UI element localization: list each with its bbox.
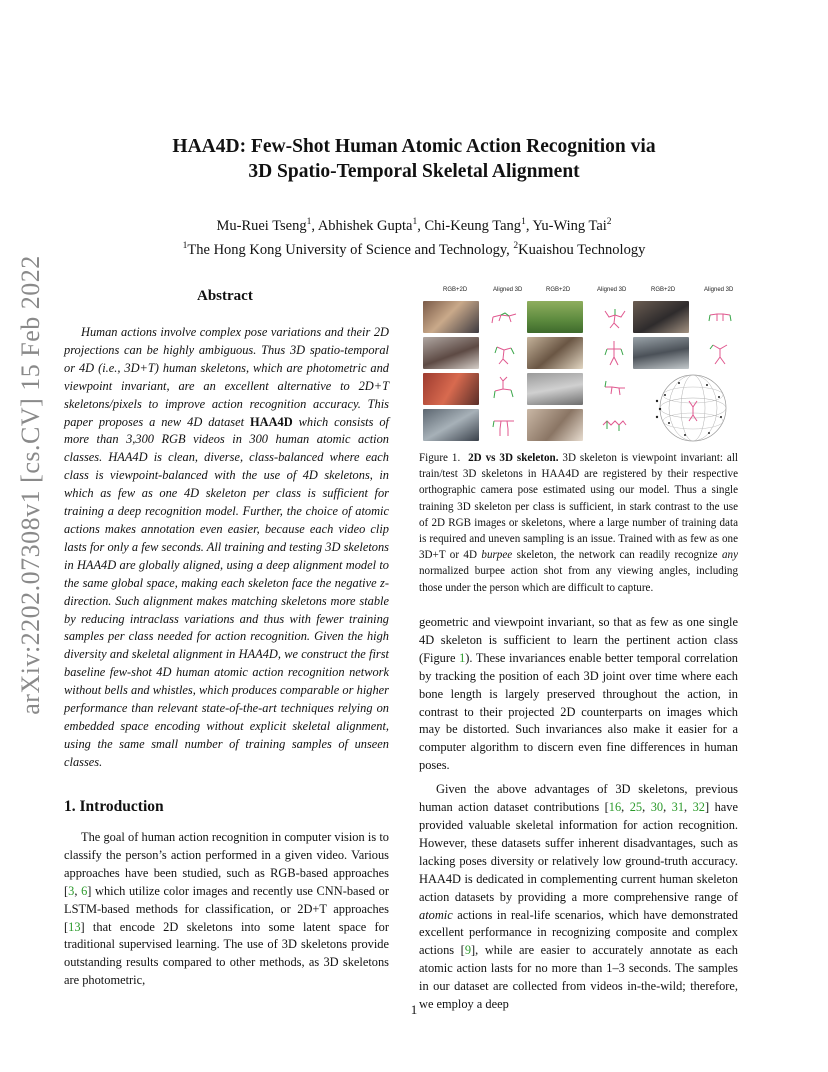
intro-text: The goal of human action recognition in computer vision is to classify the person’s action performed in a given video. Various approaches have been studied, such as RGB-based approaches [ [64, 830, 389, 898]
citation-link[interactable]: 25 [629, 800, 643, 815]
body-emph: atomic [419, 907, 453, 922]
author: Chi-Keung Tang [424, 217, 522, 234]
author-block [0, 212, 828, 260]
action-photo [527, 373, 583, 405]
paper-title [0, 134, 828, 184]
viewpoint-sphere-icon [649, 371, 731, 445]
citation-link[interactable]: 13 [68, 919, 81, 934]
author: Yu-Wing Tai [532, 217, 607, 234]
action-photo [633, 337, 689, 369]
author: Mu-Ruei Tseng [216, 217, 307, 234]
aff-marker: 1 [182, 240, 188, 251]
skeleton-icon [489, 409, 519, 441]
sep: , [642, 800, 651, 815]
abstract-text: which consists of more than 3,300 RGB videos in 300 human atomic action classes. HAA4D is clean, diverse, class-balanced where each class is viewpoint-balanced with the use of 4D skeletons, in which as few as one 4D skeleton per class is sufficient for training a deep recognition model. Further, the choice of atomic actions makes annotation even easier, because each video clip lasts for only a few seconds. All training and testing 3D skeletons in HAA4D are globally aligned, using a deep alignment model to the same global space, making each skeleton face the negative z-direction. Such alignment makes matching skeletons more stable by reducing intraclass variations and thus with fewer training samples per class needed for action recognition. Given the high diversity and skeletal alignment in HAA4D, we construct the first baseline few-shot 4D human atomic action recognition network without bells and whistles, which produces comparable or higher performance than relevant state-of-the-art techniques relying on embedded space encoding without explicit skeletal alignment, using the same small number of training samples of unseen classes. [64, 414, 389, 769]
caption-text: skeleton, the network can readily recognize [512, 549, 722, 562]
dataset-name: HAA4D [249, 414, 293, 429]
fig-col-header: Aligned 3D [704, 287, 734, 293]
skeleton-icon [705, 301, 735, 333]
citation-link[interactable]: 30 [650, 800, 664, 815]
sep: , [663, 800, 672, 815]
arxiv-stamp-text: arXiv:2202.07308v1 [cs.CV] 15 Feb 2022 [16, 255, 45, 715]
fig-col-header: Aligned 3D [493, 287, 523, 293]
abstract-heading: Abstract [197, 288, 253, 304]
body-text: ], while are easier to accurately annotate as each atomic action lasts for no more than 1–3 seconds. The samples in our dataset are collected from videos in-the-wild; therefore, we employ a deep [419, 943, 738, 1012]
author-sep: , [525, 217, 533, 234]
author: Abhishek Gupta [317, 217, 413, 234]
caption-emph: any [721, 549, 738, 562]
caption-text: normalized burpee action shot from any viewing angles, including those under the person which are difficult to capture. [419, 565, 738, 594]
action-photo [423, 373, 479, 405]
action-photo [633, 301, 689, 333]
aff-marker: 1 [412, 217, 418, 227]
fig-col-header: RGB+2D [651, 287, 676, 293]
affiliations [0, 236, 828, 260]
intro-text: , [74, 883, 82, 898]
author-sep: , [311, 217, 318, 234]
aff-marker: 1 [306, 217, 312, 227]
body-text: ). These invariances enable better temporal correlation by tracking the position of each 3D joint over time where each bone length is largely preserved throughout the action, in contrast to their projected 2D counterparts on images which may be distorted. Such invariances also make it easier for a computer algorithm to discern even fine differences in human poses. [419, 650, 738, 773]
aff-marker: 2 [513, 240, 519, 251]
citation-link[interactable]: 3 [68, 883, 75, 898]
action-photo [423, 301, 479, 333]
action-photo [527, 301, 583, 333]
skeleton-icon [599, 337, 629, 369]
author-list [0, 212, 828, 236]
body-text: Given the above advantages of 3D skeletons, previous human action dataset contributions [ [419, 782, 738, 815]
fig-col-header: RGB+2D [443, 287, 468, 293]
action-photo [423, 409, 479, 441]
abstract-body [64, 324, 389, 772]
sep: , [684, 800, 693, 815]
citation-link[interactable]: 32 [692, 800, 705, 815]
action-photo [527, 409, 583, 441]
skeleton-icon [599, 373, 629, 405]
figure-1 [419, 287, 741, 445]
aff-marker: 1 [521, 217, 526, 227]
intro-text: ] which utilize color images and recently use CNN-based or LSTM-based methods for classification, or 2D+T approaches [ [64, 883, 389, 934]
body-text: actions in real-life scenarios, which have demonstrated excellent performance in recognizing composite and complex actions [ [419, 907, 738, 958]
fig-col-header: RGB+2D [546, 287, 571, 293]
citation-link[interactable]: 9 [464, 943, 472, 958]
title-line-1: HAA4D: Few-Shot Human Atomic Action Recognition via [172, 136, 656, 157]
intro-body [64, 829, 389, 990]
citation-link[interactable]: 16 [608, 800, 622, 815]
skeleton-icon [489, 337, 519, 369]
arxiv-stamp [16, 255, 46, 715]
citation-link[interactable]: 6 [81, 883, 88, 898]
aff-marker: 2 [606, 217, 612, 227]
figure-label: Figure 1. [419, 452, 461, 464]
action-photo [527, 337, 583, 369]
affiliation-2: Kuaishou Technology [518, 241, 646, 258]
citation-link[interactable]: 31 [671, 800, 685, 815]
abstract-text: Human actions involve complex pose variations and their 2D projections can be highly ambiguous. Thus 3D spatio-temporal or 4D (i.e., 3D+T) human skeletons, which are photometric and viewpoint invariant, are an excellent alternative to 2D+T skeletons/pixels to improve action recognition accuracy. This paper proposes a new 4D dataset [64, 325, 389, 429]
body-text: ] have provided valuable skeletal information for action recognition. However, these datasets suffer inherent disadvantages, such as lacking poses diversity or relatively low ground-truth accuracy. HAA4D is dedicated in complementing current human skeleton action datasets by providing a more comprehensive range of [419, 800, 738, 904]
intro-heading: 1. Introduction [64, 798, 164, 815]
skeleton-icon [489, 373, 519, 405]
fig-col-header: Aligned 3D [597, 287, 627, 293]
skeleton-icon [705, 337, 735, 369]
action-photo [423, 337, 479, 369]
right-column-body [419, 614, 738, 1014]
figure-caption [419, 450, 738, 596]
skeleton-icon [489, 301, 519, 333]
body-text: geometric and viewpoint invariant, so that as few as one single 4D skeleton is sufficient to learn the pertinent action class (Figure [419, 615, 738, 665]
affiliation-1: The Hong Kong University of Science and Technology, [187, 241, 514, 258]
caption-emph: burpee [481, 549, 513, 562]
figure-ref-link[interactable]: 1 [459, 650, 466, 665]
page-number: 1 [410, 1002, 418, 1017]
sep: , [621, 800, 630, 815]
intro-text: ] that encode 2D skeletons into some latent space for traditional supervised learning. The use of 3D skeletons provide outstanding results compared to other methods, as 3D skeletons are photometric, [64, 919, 389, 988]
skeleton-icon [599, 409, 629, 441]
figure-caption-title: 2D vs 3D skeleton. [468, 452, 559, 464]
caption-text: 3D skeleton is viewpoint invariant: all train/test 3D skeletons in HAA4D are registered by their respective orthographic camera pose estimated using our model. Thus a single training 3D skeleton per class is sufficient, in stark contrast to the use of 2D RGB images or skeletons, where a large number of training data is required and uneven sampling is an issue. Trained with as few as one 3D+T or 4D [419, 452, 739, 562]
author-sep: , [417, 217, 425, 234]
title-line-2: 3D Spatio-Temporal Skeletal Alignment [248, 161, 580, 182]
skeleton-icon [599, 301, 629, 333]
